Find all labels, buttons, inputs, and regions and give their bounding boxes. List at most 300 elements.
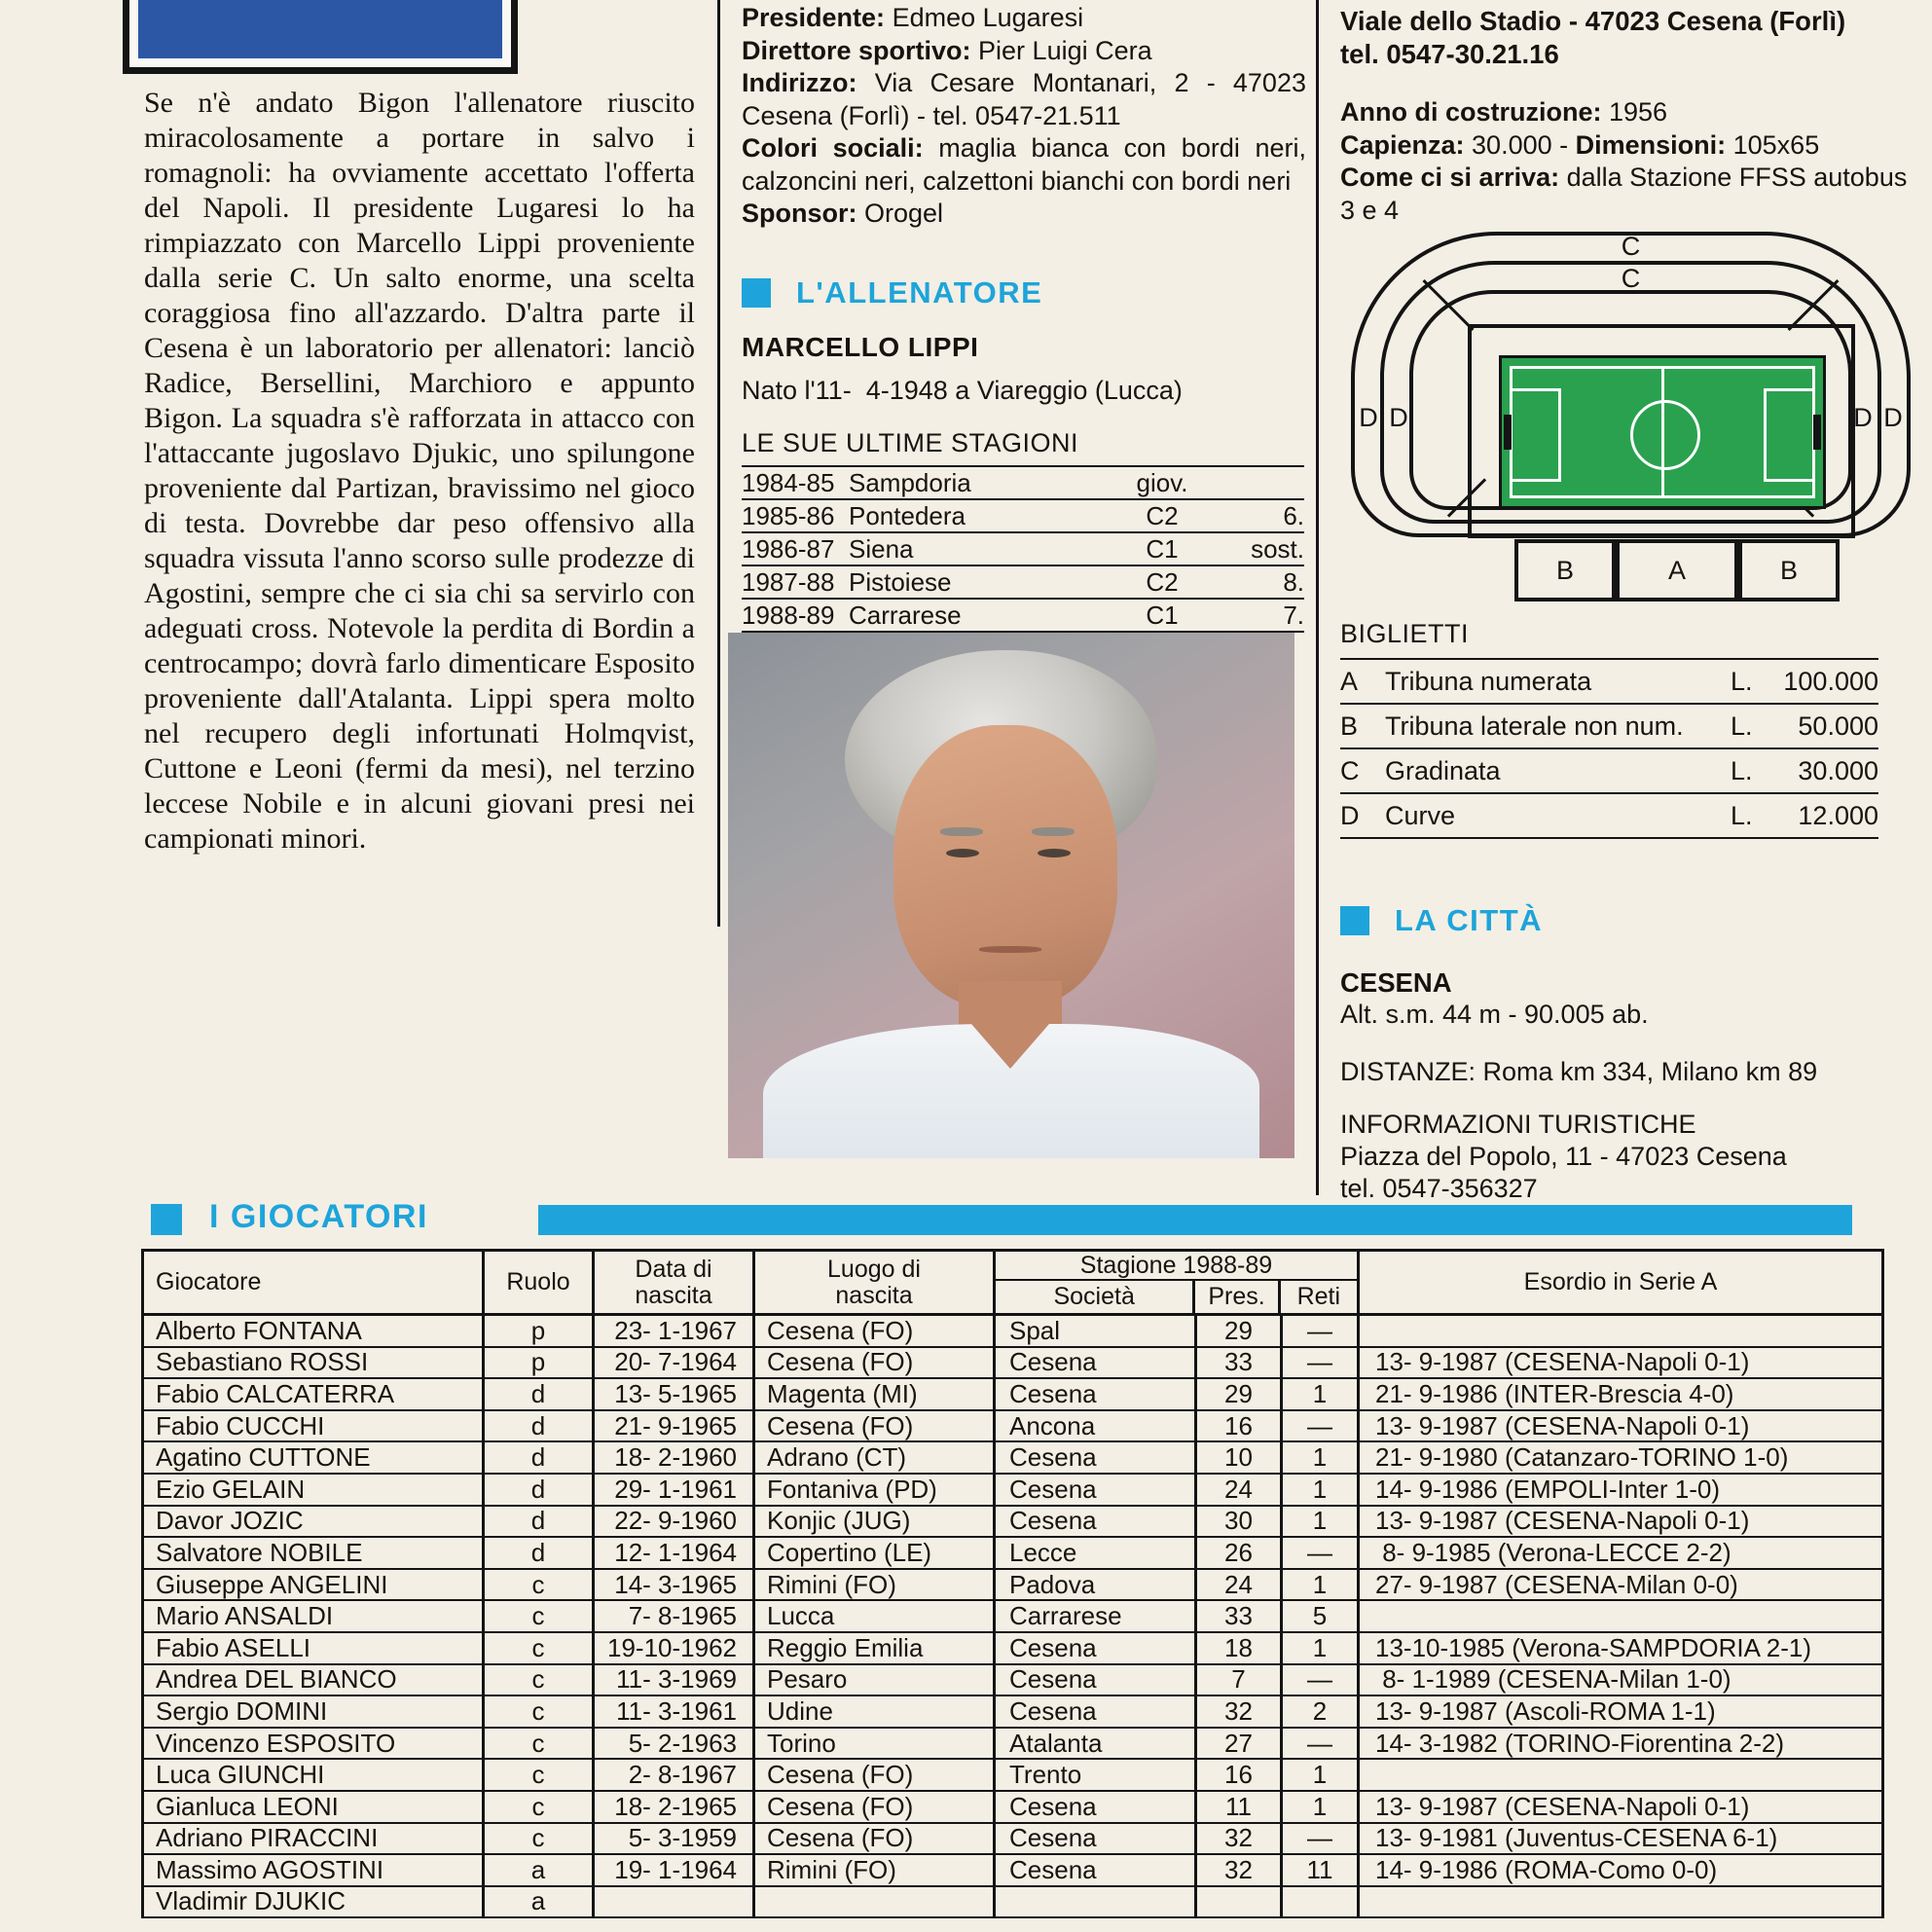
- coach-seasons-table: [742, 428, 1304, 633]
- player-row: [144, 1633, 1881, 1665]
- player-goals: 1: [1283, 1442, 1360, 1473]
- season-row: [742, 500, 1304, 533]
- season-team: Carrarese: [849, 600, 962, 630]
- season-division: giov.: [1136, 467, 1188, 497]
- player-appearances: 32: [1197, 1824, 1283, 1854]
- col-header-line: nascita: [835, 1281, 913, 1309]
- info-label: Dimensioni:: [1575, 129, 1727, 160]
- player-appearances: 27: [1197, 1729, 1283, 1759]
- pitch-center-circle: [1630, 400, 1700, 470]
- ticket-sector: B: [1340, 711, 1359, 741]
- ticket-row: [1340, 705, 1878, 749]
- section-title: LA CITTÀ: [1395, 903, 1544, 937]
- players-table-body: [144, 1316, 1881, 1918]
- player-role: d: [485, 1538, 595, 1568]
- info-line: [1340, 96, 1913, 129]
- season-year: 1988-89: [742, 600, 835, 630]
- season-year: 1985-86: [742, 500, 835, 530]
- intro-article: Se n'è andato Bigon l'allenatore riuscito miracolosamente a portare in salvo i romagnoli: ha ovviamente accettato l'offerta del Napoli. Il presidente Lugaresi lo ha rimpiazzato con Marcello Lippi proveniente dalla serie C. Un salto enorme, una scelta coraggiosa fino all'azzardo. D'altra parte il Cesena è un laboratorio per allenatori: lanciò Radice, Bersellini, Marchioro e appunto Bigon. La squadra s'è rafforzata in attacco con l'attaccante jugoslavo Djukic, uno spilungone proveniente dal Partizan, bravissimo nel gioco di testa. Dovrebbe dar peso offensivo alla squadra vissuta l'anno scorso sulle prodezze di Agostini, sempre che ci sia chi sa servirlo con adeguati cross. Notevole la perdita di Bordin a centrocampo; dovrà farlo dimenticare Esposito proveniente dall'Atalanta. Lippi spera molto nel recupero degli infortunati Holmqvist, Cuttone e Leoni (fermi da mesi), nel terzino leccese Nobile e in alcuni giovani presi nei campionati minori.: [144, 87, 695, 855]
- stadium-info-block: [1340, 96, 1913, 227]
- info-value: 30.000 -: [1464, 129, 1576, 160]
- player-birthdate: 29- 1-1961: [595, 1475, 755, 1505]
- player-role: a: [485, 1855, 595, 1885]
- player-role: c: [485, 1696, 595, 1727]
- player-appearances: 32: [1197, 1855, 1283, 1885]
- player-row: [144, 1729, 1881, 1761]
- info-label: Colori sociali:: [742, 133, 924, 163]
- info-line: [742, 132, 1306, 198]
- player-row: [144, 1601, 1881, 1633]
- tourist-info-title: INFORMAZIONI TURISTICHE: [1340, 1110, 1696, 1139]
- info-label: Come ci si arriva:: [1340, 163, 1560, 192]
- player-birthplace: Rimini (FO): [755, 1855, 996, 1885]
- col-header-stagione-group: [996, 1252, 1360, 1313]
- player-club: Trento: [996, 1760, 1197, 1790]
- player-appearances: 24: [1197, 1570, 1283, 1600]
- tickets-title: BIGLIETTI: [1340, 619, 1470, 648]
- player-club: Cesena: [996, 1792, 1197, 1822]
- player-row: [144, 1316, 1881, 1348]
- season-year: 1984-85: [742, 467, 835, 497]
- player-row: [144, 1696, 1881, 1729]
- season-team: Pontedera: [849, 500, 966, 530]
- player-birthdate: 5- 3-1959: [595, 1824, 755, 1854]
- player-goals: 2: [1283, 1696, 1360, 1727]
- sector-label-curva: D: [1389, 403, 1408, 432]
- player-club: Cesena: [996, 1633, 1197, 1663]
- photo-detail: [1038, 849, 1071, 857]
- player-birthplace: Copertino (LE): [755, 1538, 996, 1568]
- player-club: Ancona: [996, 1411, 1197, 1441]
- season-row: [742, 566, 1304, 600]
- player-role: p: [485, 1348, 595, 1378]
- col-header-esordio: Esordio in Serie A: [1523, 1268, 1718, 1295]
- sector-label-gradinata: C: [1621, 232, 1641, 261]
- ticket-price: 12.000: [1798, 800, 1878, 830]
- info-label: Presidente:: [742, 3, 886, 32]
- stadium-pitch: [1499, 355, 1826, 509]
- player-debut: 13-10-1985 (Verona-SAMPDORIA 2-1): [1375, 1632, 1811, 1662]
- player-birthplace: Magenta (MI): [755, 1379, 996, 1409]
- player-club: Cesena: [996, 1855, 1197, 1885]
- player-birthdate: 7- 8-1965: [595, 1601, 755, 1631]
- player-birthdate: 19-10-1962: [595, 1633, 755, 1663]
- col-header-line: Luogo di: [827, 1255, 921, 1283]
- sector-label-curva: D: [1883, 403, 1903, 432]
- player-club: Cesena: [996, 1379, 1197, 1409]
- season-division: C2: [1146, 500, 1179, 530]
- player-row: [144, 1760, 1881, 1792]
- player-name: Massimo AGOSTINI: [144, 1855, 485, 1885]
- season-division: C1: [1146, 600, 1179, 630]
- player-birthdate: 19- 1-1964: [595, 1855, 755, 1885]
- season-result: 6.: [1283, 500, 1304, 530]
- player-birthplace: Cesena (FO): [755, 1760, 996, 1790]
- player-row: [144, 1507, 1881, 1539]
- ticket-name: Gradinata: [1385, 755, 1501, 785]
- player-club: Cesena: [996, 1348, 1197, 1378]
- player-row: [144, 1665, 1881, 1697]
- city-section-header: [1340, 903, 1543, 938]
- ticket-row: [1340, 749, 1878, 794]
- ticket-price: 100.000: [1783, 666, 1878, 696]
- player-debut: 14- 9-1986 (EMPOLI-Inter 1-0): [1375, 1474, 1721, 1504]
- player-row: [144, 1348, 1881, 1380]
- season-year: 1986-87: [742, 533, 835, 564]
- player-club: [996, 1887, 1197, 1917]
- player-name: Ezio GELAIN: [144, 1475, 485, 1505]
- player-club: Cesena: [996, 1442, 1197, 1473]
- city-altitude-population: Alt. s.m. 44 m - 90.005 ab.: [1340, 1000, 1649, 1029]
- ticket-sector: A: [1340, 666, 1359, 696]
- player-debut: 13- 9-1981 (Juventus-CESENA 6-1): [1375, 1823, 1778, 1853]
- player-row: [144, 1379, 1881, 1411]
- player-role: c: [485, 1824, 595, 1854]
- player-birthdate: 13- 5-1965: [595, 1379, 755, 1409]
- player-name: Vladimir DJUKIC: [144, 1887, 485, 1917]
- club-banner: [123, 0, 518, 74]
- club-banner-blue-bar: [138, 0, 502, 58]
- player-club: Cesena: [996, 1696, 1197, 1727]
- player-debut: [1360, 1316, 1881, 1346]
- season-row: [742, 533, 1304, 566]
- info-line: [1340, 162, 1913, 227]
- info-value: maglia bianca con bordi neri, calzoncini neri, calzettoni bianchi con bordi neri: [742, 133, 1306, 196]
- player-birthplace: Konjic (JUG): [755, 1507, 996, 1537]
- player-name: Luca GIUNCHI: [144, 1760, 485, 1790]
- player-birthplace: Udine: [755, 1696, 996, 1727]
- col-header-luogo-nascita: [755, 1252, 996, 1313]
- player-birthdate: 22- 9-1960: [595, 1507, 755, 1537]
- player-row: [144, 1570, 1881, 1602]
- player-debut: 13- 9-1987 (CESENA-Napoli 0-1): [1375, 1791, 1750, 1821]
- season-result: sost.: [1251, 533, 1304, 564]
- ticket-name: Tribuna laterale non num.: [1385, 711, 1684, 741]
- stadium-address: Viale dello Stadio - 47023 Cesena (Forlì): [1340, 6, 1846, 36]
- season-division: C1: [1146, 533, 1179, 564]
- info-value: dalla Stazione FFSS autobus 3 e 4: [1340, 163, 1908, 225]
- coach-name: MARCELLO LIPPI: [742, 332, 979, 362]
- player-goals: 1: [1283, 1475, 1360, 1505]
- season-team: Pistoiese: [849, 566, 952, 597]
- player-row: [144, 1824, 1881, 1856]
- player-debut: 13- 9-1987 (CESENA-Napoli 0-1): [1375, 1410, 1750, 1440]
- player-club: Atalanta: [996, 1729, 1197, 1759]
- player-role: d: [485, 1411, 595, 1441]
- player-goals: —: [1283, 1348, 1360, 1378]
- players-section-title: I GIOCATORI: [209, 1198, 428, 1235]
- player-appearances: 18: [1197, 1633, 1283, 1663]
- player-birthplace: Pesaro: [755, 1665, 996, 1695]
- player-debut: 14- 3-1982 (TORINO-Fiorentina 2-2): [1375, 1728, 1785, 1758]
- info-label: Direttore sportivo:: [742, 35, 971, 65]
- season-team: Siena: [849, 533, 914, 564]
- section-marker-icon: [742, 278, 771, 308]
- stadium-diagram: [1351, 232, 1911, 601]
- player-name: Fabio CUCCHI: [144, 1411, 485, 1441]
- club-info-block: [742, 2, 1306, 231]
- city-name: CESENA: [1340, 967, 1452, 998]
- info-line: [742, 67, 1306, 132]
- info-line: [1340, 129, 1913, 163]
- player-goals: 1: [1283, 1379, 1360, 1409]
- stadium-phone: tel. 0547-30.21.16: [1340, 39, 1559, 69]
- player-club: Cesena: [996, 1475, 1197, 1505]
- section-title: L'ALLENATORE: [796, 275, 1043, 310]
- ticket-sector: C: [1340, 755, 1360, 785]
- player-birthdate: 14- 3-1965: [595, 1570, 755, 1600]
- section-marker-icon: [151, 1204, 182, 1235]
- info-line: [742, 35, 1306, 68]
- player-name: Sebastiano ROSSI: [144, 1348, 485, 1378]
- player-name: Salvatore NOBILE: [144, 1538, 485, 1568]
- ticket-row: [1340, 660, 1878, 705]
- player-role: d: [485, 1507, 595, 1537]
- pitch-goal-right: [1813, 415, 1821, 450]
- player-birthplace: Lucca: [755, 1601, 996, 1631]
- player-name: Davor JOZIC: [144, 1507, 485, 1537]
- player-club: Cesena: [996, 1824, 1197, 1854]
- player-birthplace: Cesena (FO): [755, 1348, 996, 1378]
- player-name: Fabio ASELLI: [144, 1633, 485, 1663]
- player-name: Andrea DEL BIANCO: [144, 1665, 485, 1695]
- player-appearances: 7: [1197, 1665, 1283, 1695]
- season-team: Sampdoria: [849, 467, 971, 497]
- col-header-giocatore: Giocatore: [144, 1252, 485, 1313]
- column-divider: [1316, 0, 1319, 1195]
- season-result: 7.: [1283, 600, 1304, 630]
- sector-box-tribuna-b: B: [1738, 539, 1840, 601]
- player-name: Alberto FONTANA: [144, 1316, 485, 1346]
- player-role: c: [485, 1792, 595, 1822]
- player-birthdate: 18- 2-1960: [595, 1442, 755, 1473]
- ticket-name: Tribuna numerata: [1385, 666, 1592, 696]
- sector-label-gradinata: C: [1621, 264, 1641, 293]
- col-header-data-nascita: [595, 1252, 755, 1313]
- player-role: c: [485, 1633, 595, 1663]
- player-role: a: [485, 1887, 595, 1917]
- column-divider: [717, 0, 720, 927]
- players-table-header: [144, 1252, 1881, 1316]
- player-debut: [1360, 1887, 1881, 1917]
- player-role: c: [485, 1760, 595, 1790]
- player-appearances: 26: [1197, 1538, 1283, 1568]
- player-name: Vincenzo ESPOSITO: [144, 1729, 485, 1759]
- player-appearances: [1197, 1887, 1283, 1917]
- ticket-row: [1340, 794, 1878, 839]
- ticket-name: Curve: [1385, 800, 1456, 830]
- player-appearances: 32: [1197, 1696, 1283, 1727]
- player-birthdate: 18- 2-1965: [595, 1792, 755, 1822]
- player-appearances: 16: [1197, 1760, 1283, 1790]
- season-row: [742, 600, 1304, 633]
- player-row: [144, 1887, 1881, 1919]
- ticket-sector: D: [1340, 800, 1360, 830]
- player-goals: 1: [1283, 1570, 1360, 1600]
- player-appearances: 30: [1197, 1507, 1283, 1537]
- player-goals: [1283, 1887, 1360, 1917]
- info-value: 1956: [1601, 97, 1668, 127]
- info-value: 105x65: [1726, 129, 1820, 160]
- season-result: 8.: [1283, 566, 1304, 597]
- col-header-societa: Società: [996, 1281, 1195, 1313]
- col-header-line: Data di: [635, 1255, 712, 1283]
- photo-detail: [946, 849, 979, 857]
- info-line: [742, 2, 1306, 35]
- photo-detail: [1032, 827, 1075, 836]
- pitch-penalty-area-left: [1510, 388, 1561, 482]
- player-club: Cesena: [996, 1507, 1197, 1537]
- player-goals: 5: [1283, 1601, 1360, 1631]
- tickets-table: [1340, 658, 1878, 839]
- info-value: Orogel: [857, 199, 944, 228]
- col-header-stagione: Stagione 1988-89: [996, 1252, 1357, 1281]
- col-header-line: nascita: [635, 1281, 712, 1309]
- player-goals: 1: [1283, 1507, 1360, 1537]
- player-row: [144, 1855, 1881, 1887]
- info-line: [742, 198, 1306, 231]
- ticket-price: 50.000: [1798, 711, 1878, 741]
- player-birthplace: [755, 1887, 996, 1917]
- player-debut: 27- 9-1987 (CESENA-Milan 0-0): [1375, 1569, 1738, 1599]
- seasons-table-title: LE SUE ULTIME STAGIONI: [742, 428, 1304, 467]
- col-header-stagione-subrow: [996, 1281, 1357, 1313]
- player-birthplace: Cesena (FO): [755, 1411, 996, 1441]
- player-appearances: 10: [1197, 1442, 1283, 1473]
- player-birthdate: 12- 1-1964: [595, 1538, 755, 1568]
- section-marker-icon: [1340, 906, 1369, 935]
- seasons-table-body: [742, 467, 1304, 633]
- player-goals: 1: [1283, 1760, 1360, 1790]
- player-goals: 11: [1283, 1855, 1360, 1885]
- col-header-ruolo: Ruolo: [485, 1252, 595, 1313]
- player-name: Fabio CALCATERRA: [144, 1379, 485, 1409]
- player-club: Spal: [996, 1316, 1197, 1346]
- player-name: Agatino CUTTONE: [144, 1442, 485, 1473]
- player-birthplace: Fontaniva (PD): [755, 1475, 996, 1505]
- info-value: Edmeo Lugaresi: [885, 3, 1084, 32]
- player-appearances: 24: [1197, 1475, 1283, 1505]
- player-row: [144, 1475, 1881, 1507]
- player-goals: —: [1283, 1316, 1360, 1346]
- player-club: Lecce: [996, 1538, 1197, 1568]
- player-birthdate: 2- 8-1967: [595, 1760, 755, 1790]
- player-name: Sergio DOMINI: [144, 1696, 485, 1727]
- players-table: [141, 1249, 1884, 1918]
- sector-label-curva: D: [1853, 403, 1873, 432]
- player-birthdate: 11- 3-1961: [595, 1696, 755, 1727]
- photo-face: [893, 725, 1117, 1007]
- photo-detail: [940, 827, 983, 836]
- player-role: p: [485, 1316, 595, 1346]
- ticket-currency: L.: [1731, 800, 1753, 830]
- player-name: Giuseppe ANGELINI: [144, 1570, 485, 1600]
- player-birthdate: 20- 7-1964: [595, 1348, 755, 1378]
- tourist-info-phone: tel. 0547-356327: [1340, 1174, 1538, 1203]
- player-name: Mario ANSALDI: [144, 1601, 485, 1631]
- player-row: [144, 1538, 1881, 1570]
- player-goals: 1: [1283, 1633, 1360, 1663]
- ticket-currency: L.: [1731, 755, 1753, 785]
- player-club: Carrarese: [996, 1601, 1197, 1631]
- player-appearances: 33: [1197, 1348, 1283, 1378]
- player-debut: 14- 9-1986 (ROMA-Como 0-0): [1375, 1855, 1718, 1884]
- player-role: d: [485, 1475, 595, 1505]
- player-birthdate: [595, 1887, 755, 1917]
- player-role: c: [485, 1601, 595, 1631]
- player-club: Padova: [996, 1570, 1197, 1600]
- player-debut: [1360, 1601, 1881, 1631]
- allenatore-section-header: [742, 275, 1042, 310]
- player-debut: [1360, 1760, 1881, 1790]
- player-debut: 13- 9-1987 (CESENA-Napoli 0-1): [1375, 1347, 1750, 1377]
- col-header-pres: Pres.: [1195, 1281, 1280, 1313]
- player-birthplace: Cesena (FO): [755, 1316, 996, 1346]
- player-row: [144, 1411, 1881, 1443]
- player-name: Gianluca LEONI: [144, 1792, 485, 1822]
- city-distances: DISTANZE: Roma km 334, Milano km 89: [1340, 1057, 1818, 1086]
- sector-label-curva: D: [1359, 403, 1378, 432]
- player-birthplace: Torino: [755, 1729, 996, 1759]
- coach-photo: [728, 633, 1294, 1158]
- player-debut: 13- 9-1987 (CESENA-Napoli 0-1): [1375, 1506, 1750, 1536]
- player-role: d: [485, 1442, 595, 1473]
- player-goals: —: [1283, 1538, 1360, 1568]
- player-row: [144, 1442, 1881, 1475]
- player-goals: —: [1283, 1729, 1360, 1759]
- player-appearances: 29: [1197, 1316, 1283, 1346]
- player-birthdate: 21- 9-1965: [595, 1411, 755, 1441]
- player-role: c: [485, 1729, 595, 1759]
- player-goals: —: [1283, 1824, 1360, 1854]
- player-appearances: 16: [1197, 1411, 1283, 1441]
- coach-birth-info: Nato l'11- 4-1948 a Viareggio (Lucca): [742, 376, 1183, 405]
- player-birthplace: Adrano (CT): [755, 1442, 996, 1473]
- info-label: Sponsor:: [742, 199, 857, 228]
- player-birthdate: 23- 1-1967: [595, 1316, 755, 1346]
- player-club: Cesena: [996, 1665, 1197, 1695]
- player-birthplace: Reggio Emilia: [755, 1633, 996, 1663]
- info-value: Pier Luigi Cera: [970, 35, 1152, 65]
- player-role: c: [485, 1570, 595, 1600]
- info-label: Capienza:: [1340, 129, 1465, 160]
- ticket-currency: L.: [1731, 666, 1753, 696]
- player-goals: —: [1283, 1665, 1360, 1695]
- info-value: Via Cesare Montanari, 2 - 47023 Cesena (Forlì) - tel. 0547-21.511: [742, 68, 1306, 130]
- player-birthplace: Rimini (FO): [755, 1570, 996, 1600]
- season-row: [742, 467, 1304, 500]
- player-row: [144, 1792, 1881, 1824]
- player-appearances: 11: [1197, 1792, 1283, 1822]
- player-debut: 8- 9-1985 (Verona-LECCE 2-2): [1375, 1538, 1732, 1567]
- player-goals: 1: [1283, 1792, 1360, 1822]
- player-debut: 21- 9-1980 (Catanzaro-TORINO 1-0): [1375, 1442, 1789, 1473]
- tourist-info-address: Piazza del Popolo, 11 - 47023 Cesena: [1340, 1142, 1787, 1171]
- photo-detail: [979, 946, 1041, 953]
- info-label: Anno di costruzione:: [1340, 97, 1602, 127]
- player-appearances: 33: [1197, 1601, 1283, 1631]
- player-birthdate: 5- 2-1963: [595, 1729, 755, 1759]
- col-header-reti: Reti: [1296, 1283, 1341, 1310]
- sector-box-tribuna-a: A: [1616, 539, 1738, 601]
- player-birthplace: Cesena (FO): [755, 1824, 996, 1854]
- pitch-goal-left: [1504, 415, 1512, 450]
- season-year: 1987-88: [742, 566, 835, 597]
- season-division: C2: [1146, 566, 1179, 597]
- player-role: c: [485, 1665, 595, 1695]
- player-name: Adriano PIRACCINI: [144, 1824, 485, 1854]
- sector-box-tribuna-b: B: [1514, 539, 1616, 601]
